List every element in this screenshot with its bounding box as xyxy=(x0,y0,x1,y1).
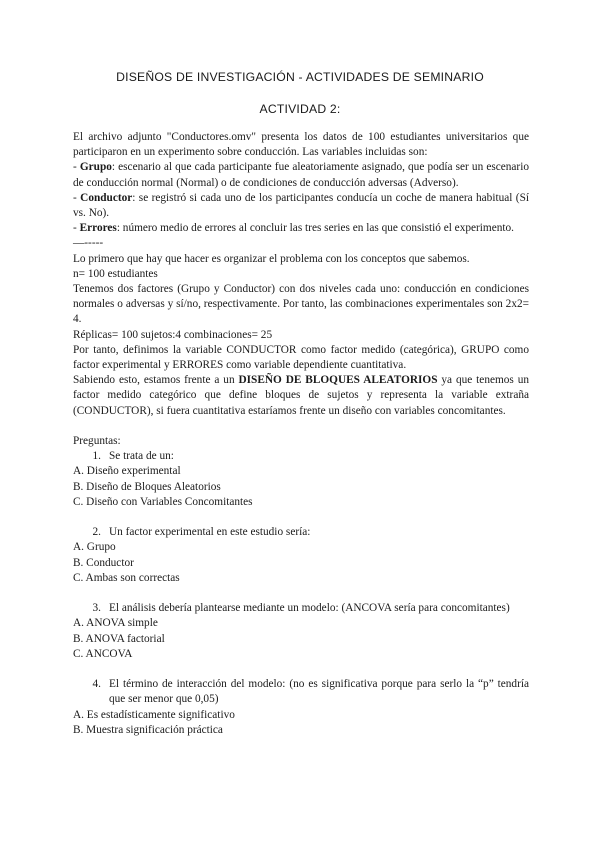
paragraph-definitions: Por tanto, definimos la variable CONDUCTOR como factor medido (categórica), GRUPO como factor experimental y ERRORES como variable dependiente cuantitativa. xyxy=(73,343,529,372)
design-text-c: ya que tenemos un factor medido categórico que define bloques de sujetos y representa la variable extraña (CONDUCTOR), si fuera cuantitativa estaríamos frente un diseño con variables concomitantes. xyxy=(73,374,530,417)
design-highlight: DISEÑO DE BLOQUES ALEATORIOS xyxy=(238,374,438,387)
option-3a: A. ANOVA simple xyxy=(73,617,158,630)
option-3b: B. ANOVA factorial xyxy=(73,632,165,645)
question-text: El análisis debería plantearse mediante un modelo: (ANCOVA sería para concomitantes) xyxy=(109,602,510,615)
variable-conductor: - Conductor: se registró si cada uno de los participantes conducía un coche de manera habitual (Sí vs. No). xyxy=(73,191,529,220)
option-1c: C. Diseño con Variables Concomitantes xyxy=(73,495,253,508)
document-title: DISEÑOS DE INVESTIGACIÓN - ACTIVIDADES DE SEMINARIO xyxy=(116,70,484,84)
question-1 xyxy=(73,449,529,464)
option-2c: C. Ambas son correctas xyxy=(73,571,180,584)
paragraph-factors: Tenemos dos factores (Grupo y Conductor) con dos niveles cada uno: conducción en condiciones normales o adversas y sí/no, respectivamente. Por tanto, las combinaciones experimentales son 2x2= 4. xyxy=(73,283,529,326)
question-3 xyxy=(73,601,529,616)
paragraph-design xyxy=(73,373,529,419)
option-1b: B. Diseño de Bloques Aleatorios xyxy=(73,480,221,493)
document-body xyxy=(73,130,529,738)
option-4a: A. Es estadísticamente significativo xyxy=(73,708,235,721)
variable-conductor-label: Conductor xyxy=(80,191,133,204)
question-4 xyxy=(73,677,529,707)
option-1a: A. Diseño experimental xyxy=(73,465,181,478)
paragraph-organize: Lo primero que hay que hacer es organizar el problema con los conceptos que sabemos. xyxy=(73,252,470,265)
variable-errores: - Errores: número medio de errores al concluir las tres series en las que consistió el experimento. xyxy=(73,222,514,235)
paragraph-n: n= 100 estudiantes xyxy=(73,267,158,280)
question-number: 3. xyxy=(92,602,101,615)
intro-paragraph: El archivo adjunto "Conductores.omv" presenta los datos de 100 estudiantes universitarios que participaron en un experimento sobre conducción. Las variables incluidas son: xyxy=(73,131,529,159)
question-text: Un factor experimental en este estudio sería: xyxy=(109,526,311,539)
paragraph-replicas: Réplicas= 100 sujetos:4 combinaciones= 25 xyxy=(73,328,273,341)
variable-errores-label: Errores xyxy=(79,222,117,235)
option-2a: A. Grupo xyxy=(73,541,116,554)
design-text-a: Sabiendo esto, estamos frente a un xyxy=(73,374,239,387)
question-number: 1. xyxy=(92,450,101,463)
variable-grupo: - Grupo: escenario al que cada participante fue aleatoriamente asignado, que podía ser un escenario de conducción normal (Normal) o de condiciones de conducción adversas (Adverso). xyxy=(73,161,529,189)
variable-grupo-text: : escenario al que cada participante fue aleatoriamente asignado, que podía ser un escenario de conducción normal (Normal) o de condiciones de conducción adversas (Adverso). xyxy=(73,161,529,189)
question-text: Se trata de un: xyxy=(109,450,174,463)
variable-conductor-text: : se registró si cada uno de los participantes conducía un coche de manera habitual (Sí vs. No). xyxy=(73,191,529,220)
separator: —----- xyxy=(73,237,104,250)
question-number: 2. xyxy=(92,526,101,539)
questions-heading: Preguntas: xyxy=(73,435,121,448)
option-2b: B. Conductor xyxy=(73,556,134,569)
variable-grupo-label: Grupo xyxy=(79,161,112,174)
question-2 xyxy=(73,525,529,540)
variable-errores-text: : número medio de errores al concluir las tres series en las que consistió el experimento. xyxy=(116,222,514,235)
question-number: 4. xyxy=(92,678,101,691)
question-text: El término de interacción del modelo: (no es significativa porque para serlo la “p” tendría que ser menor que 0,05) xyxy=(109,678,529,706)
activity-title: ACTIVIDAD 2: xyxy=(259,102,341,116)
option-3c: C. ANCOVA xyxy=(73,647,133,660)
option-4b: B. Muestra significación práctica xyxy=(73,723,223,736)
